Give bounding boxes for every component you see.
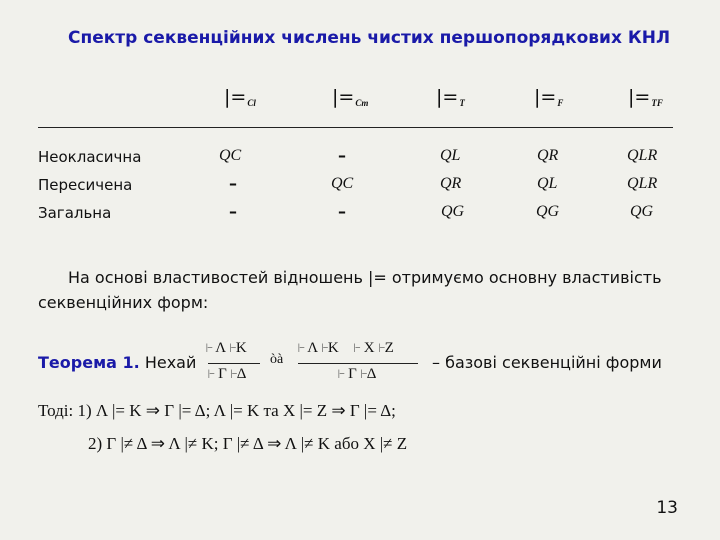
theorem-intro [38,350,196,375]
table-cell: – [338,146,346,165]
theorem-label: Теорема 1. [38,353,140,372]
table-cell: QR [537,147,559,164]
table-cell: – [229,174,237,193]
table-cell: – [229,202,237,221]
header-cm: $|=_{Cm}$ [332,86,369,108]
table-cell: QG [536,203,560,220]
sequent-form-1: |– Λ |–K |– Γ |–Δ [206,340,260,390]
theorem-tail: – базові секвенційні форми [432,353,662,372]
theorem-lead: Нехай [144,353,197,372]
row-label-general: Загальна [38,204,112,222]
page-number: 13 [656,498,678,518]
sequent-form-2: |– Λ |–K |– X |–Z |– Γ |–Δ [298,340,418,390]
paragraph-line-2: секвенційних форм: [38,293,209,312]
table-cell: QG [441,203,465,220]
conclusion-line-1: Тоді: 1) Λ |= K ⇒ Γ |= Δ; Λ |= K та X |= Z ⇒ Γ |= Δ; [38,401,396,420]
slide-title: Спектр секвенційних числень чистих першопорядкових КНЛ [68,28,671,48]
joiner-text: òà [270,352,284,367]
paragraph-line-1: На основі властивостей відношень |= отримуємо основну властивість [68,268,662,287]
header-f: $|=_F$ [534,86,564,108]
table-cell: QC [219,147,242,164]
table-cell: QG [630,203,654,220]
table-cell: QLR [627,147,658,164]
table-cell: QLR [627,175,658,192]
table-cell: QL [440,147,461,164]
table-cell: QC [331,175,354,192]
table-cell: QR [440,175,462,192]
header-cl: $|=_{Cl}$ [224,86,256,108]
table-rule [38,127,673,128]
table-cell: – [338,202,346,221]
header-tf: $|=_{TF}$ [628,86,663,108]
row-label-neoclassical: Неокласична [38,148,142,166]
conclusion-line-2: 2) Γ |≠ Δ ⇒ Λ |≠ K; Γ |≠ Δ ⇒ Λ |≠ K або X |≠ Z [88,434,408,453]
row-label-oversaturated: Пересичена [38,176,133,194]
header-t: $|=_T$ [436,86,465,108]
table-cell: QL [537,175,558,192]
